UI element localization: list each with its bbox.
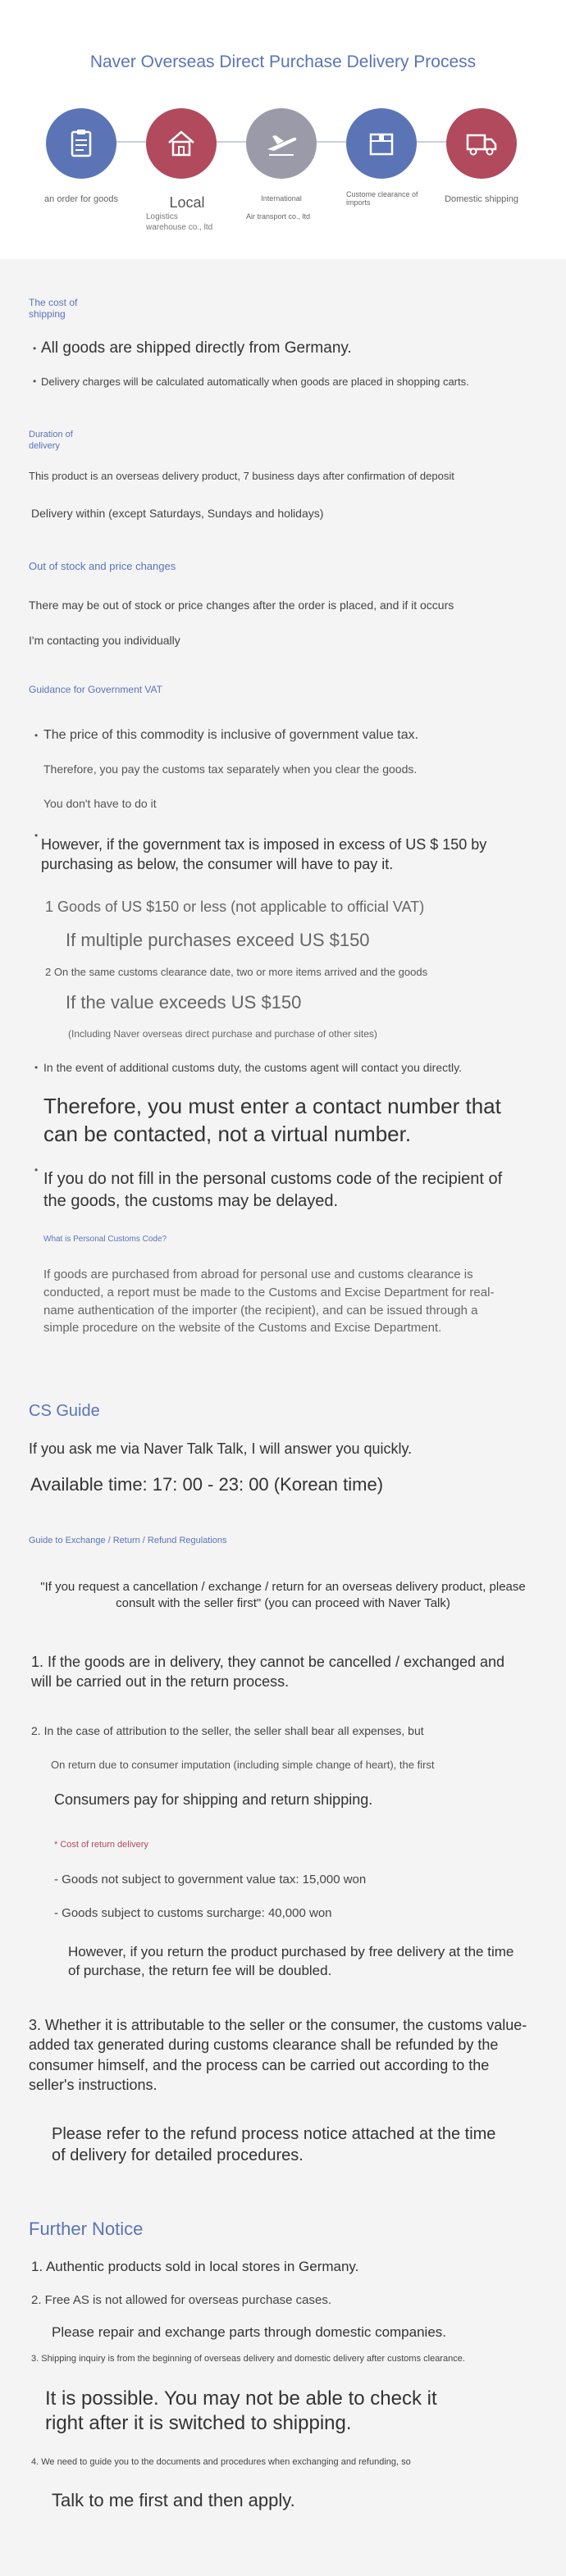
exchange-item2a: On return due to consumer imputation (including simple change of heart), the first (51, 1759, 435, 1771)
further-item1: 1. Authentic products sold in local stores in Germany. (31, 2259, 359, 2274)
further-item4b: Talk to me first and then apply. (52, 2490, 295, 2510)
cs-line2: Available time: 17: 00 - 23: 00 (Korean time) (30, 1474, 384, 1495)
government-line6: Therefore, you must enter a contact number that can be contacted, not a virtual number. (43, 1094, 501, 1146)
duration-heading: Duration of delivery (29, 430, 73, 451)
step-local-sub: Logistics warehouse co., ltd (146, 212, 213, 232)
government-item1b: If multiple purchases exceed US $150 (66, 930, 370, 950)
box-icon (363, 125, 400, 162)
further-item2: 2. Free AS is not allowed for overseas purchase cases. (31, 2293, 332, 2307)
step-domestic (446, 108, 517, 179)
stock-line1: There may be out of stock or price changes after the order is placed, and if it occurs (29, 598, 454, 612)
step-order (46, 108, 116, 179)
duration-line2: Delivery within (except Saturdays, Sundays and holidays) (31, 507, 324, 520)
further-heading: Further Notice (29, 2219, 144, 2239)
step-international (246, 108, 317, 179)
house-icon (162, 125, 200, 162)
exchange-heading: Guide to Exchange / Return / Refund Regulations (29, 1536, 227, 1545)
exchange-item1: 1. If the goods are in delivery, they cannot be cancelled / exchanged and will be carried out in the return process. (31, 1654, 505, 1691)
shipping-line2: Delivery charges will be calculated automatically when goods are placed in shopping carts. (41, 375, 469, 388)
delivery-process-section (0, 0, 566, 259)
step-domestic-caption: Domestic shipping (445, 194, 518, 204)
step-local (146, 108, 217, 179)
cs-heading: CS Guide (29, 1402, 100, 1420)
government-item2b: If the value exceeds US $150 (66, 992, 302, 1013)
step-international-caption: International (261, 194, 302, 203)
process-title: Naver Overseas Direct Purchase Delivery Process (89, 52, 477, 71)
stock-heading: Out of stock and price changes (29, 560, 176, 572)
return-cost-1: - Goods not subject to government value tax: 15,000 won (54, 1873, 367, 1886)
step-order-caption: an order for goods (44, 194, 118, 204)
duration-line1: This product is an overseas delivery product, 7 business days after confirmation of deposit (29, 470, 454, 482)
government-line1: The price of this commodity is inclusive of government value tax. (43, 728, 419, 742)
bullet: • (33, 343, 37, 354)
government-item1: 1 Goods of US $150 or less (not applicable to official VAT) (45, 899, 425, 915)
further-item2b: Please repair and exchange parts through domestic companies. (52, 2324, 447, 2340)
airplane-icon (262, 125, 300, 162)
shipping-heading: The cost of shipping (29, 297, 78, 320)
customs-code-body: If goods are purchased from abroad for personal use and customs clearance is conducted, a report must be made to the Customs and Excise Department for real-name authentication of the importer (the recipient), and can be issued through a simple procedure on the website of the Customs and Excise Department. (43, 1268, 495, 1336)
step-local-caption: Local (169, 194, 205, 211)
bullet: • (34, 730, 39, 741)
government-line7: If you do not fill in the personal customs code of the recipient of the goods, the customs may be delayed. (43, 1170, 503, 1210)
shipping-line1: All goods are shipped directly from Germany. (41, 339, 352, 357)
step-customs (346, 108, 417, 179)
bullet: • (34, 1164, 39, 1176)
stock-line2: I'm contacting you individually (29, 634, 180, 647)
government-line5: In the event of additional customs duty, the customs agent will contact you directly. (43, 1061, 462, 1074)
exchange-item2: 2. In the case of attribution to the seller, the seller shall bear all expenses, but (31, 1724, 424, 1737)
government-line2: Therefore, you pay the customs tax separately when you clear the goods. (43, 762, 418, 776)
further-item4: 4. We need to guide you to the documents and procedures when exchanging and refunding, so (31, 2457, 411, 2467)
government-line3: You don't have to do it (43, 797, 157, 810)
step-customs-caption: Custome clearance of imports (346, 190, 418, 207)
government-item2: 2 On the same customs clearance date, two or more items arrived and the goods (45, 966, 428, 978)
government-heading: Guidance for Government VAT (29, 684, 162, 695)
customs-code-title: What is Personal Customs Code? (43, 1235, 167, 1244)
exchange-quote: "If you request a cancellation / exchange / return for an overseas delivery product, please consult with the seller first" (you can proceed with Naver Talk) (40, 1580, 526, 1611)
government-line4: However, if the government tax is imposed in excess of US $ 150 by purchasing as below, the consumer will have to pay it. (41, 836, 487, 873)
government-item2c: (Including Naver overseas direct purchase and purchase of other sites) (68, 1028, 377, 1040)
cs-line1: If you ask me via Naver Talk Talk, I will answer you quickly. (29, 1440, 413, 1457)
further-item3b: It is possible. You may not be able to check it right after it is switched to shipping. (45, 2387, 437, 2434)
exchange-item3b: Please refer to the refund process notice attached at the time of delivery for detailed procedures. (52, 2125, 496, 2164)
truck-icon (463, 125, 500, 162)
free-delivery-note: However, if you return the product purchased by free delivery at the time of purchase, the return fee will be doubled. (68, 1944, 514, 1978)
clipboard-icon (62, 125, 100, 162)
step-international-sub: Air transport co., ltd (246, 212, 311, 221)
bullet: • (34, 830, 39, 841)
bullet: • (33, 375, 37, 387)
exchange-item2b: Consumers pay for shipping and return shipping. (54, 1791, 373, 1808)
bullet: • (34, 1062, 39, 1073)
exchange-item3: 3. Whether it is attributable to the seller or the consumer, the customs value-added tax generated during customs clearance shall be refunded by the consumer himself, and the process can be carried out according to the seller's instructions. (29, 2017, 527, 2093)
return-cost-label: * Cost of return delivery (54, 1840, 148, 1850)
further-item3: 3. Shipping inquiry is from the beginning of overseas delivery and domestic delivery after customs clearance. (31, 2354, 465, 2364)
return-cost-2: - Goods subject to customs surcharge: 40,000 won (54, 1906, 332, 1920)
